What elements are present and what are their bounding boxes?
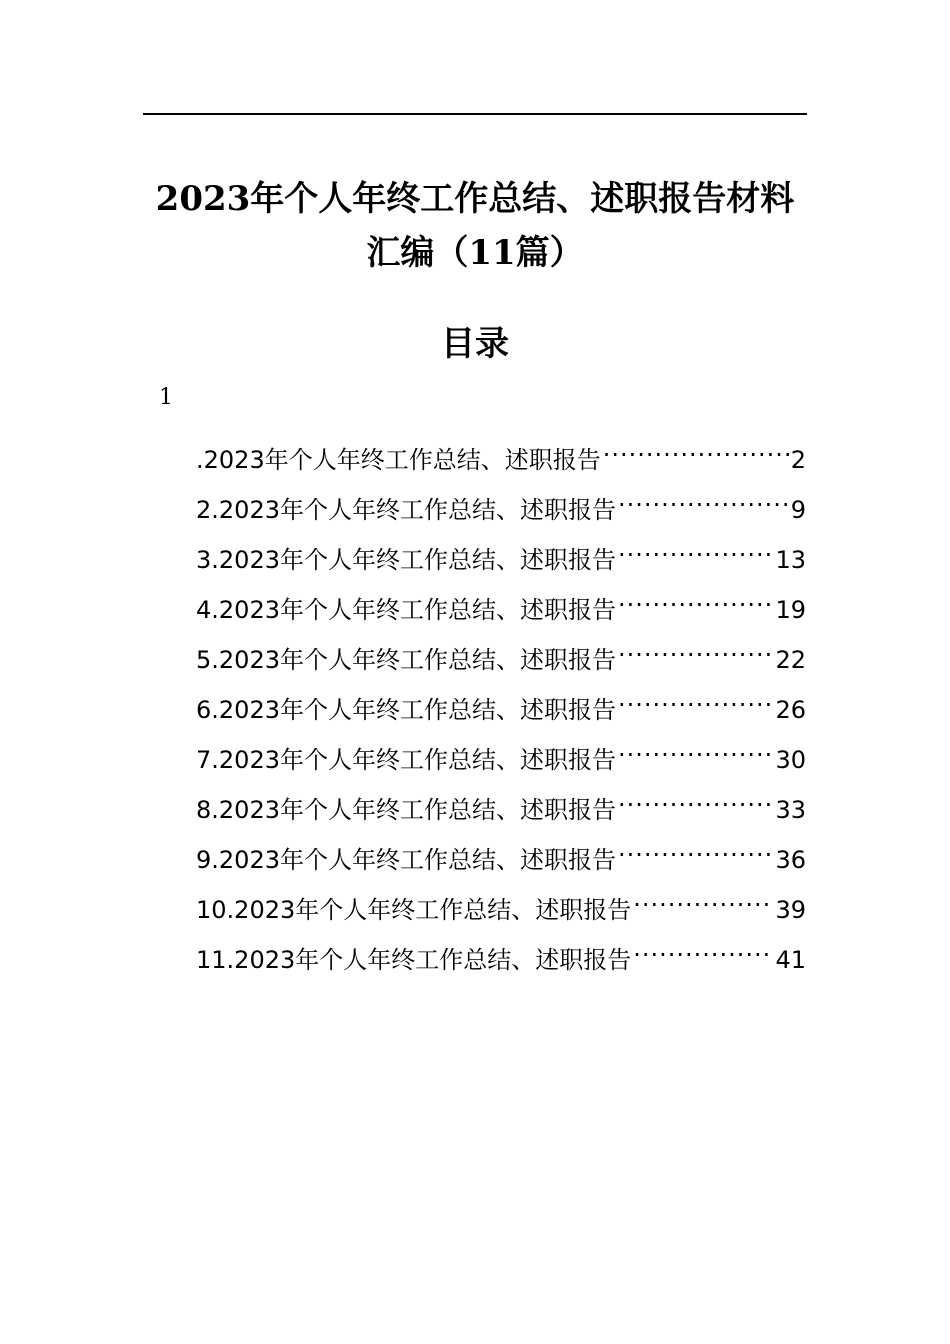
toc-dot-leader [618, 828, 773, 868]
toc-entry-title: 4.2023年个人年终工作总结、述职报告 [196, 596, 616, 624]
table-of-contents [196, 428, 806, 978]
toc-entry[interactable] [196, 678, 806, 728]
toc-entry[interactable] [196, 878, 806, 928]
toc-entry-page: 19 [775, 596, 806, 624]
toc-entry[interactable] [196, 628, 806, 678]
toc-dot-leader [618, 728, 773, 768]
toc-entry-page: 9 [790, 496, 806, 524]
toc-entry[interactable] [196, 778, 806, 828]
toc-entry-title: 6.2023年个人年终工作总结、述职报告 [196, 696, 616, 724]
document-title-line-1: 2023年个人年终工作总结、述职报告材料 [155, 179, 795, 219]
toc-entry-page: 30 [775, 746, 806, 774]
toc-dot-leader [618, 528, 773, 568]
toc-entry[interactable] [196, 828, 806, 878]
toc-heading: 目录 [441, 324, 509, 364]
toc-entry-title: 10.2023年个人年终工作总结、述职报告 [196, 896, 632, 924]
toc-entry-title: 3.2023年个人年终工作总结、述职报告 [196, 546, 616, 574]
toc-entry-page: 22 [775, 646, 806, 674]
toc-dot-leader [618, 628, 773, 668]
toc-dot-leader [633, 878, 773, 918]
toc-entry-page: 2 [790, 446, 806, 474]
toc-entry-title: 7.2023年个人年终工作总结、述职报告 [196, 746, 616, 774]
toc-dot-leader [618, 778, 773, 818]
stray-list-number: 1 [159, 385, 173, 410]
toc-dot-leader [603, 428, 789, 468]
toc-dot-leader [633, 928, 773, 968]
toc-dot-leader [618, 478, 789, 518]
toc-entry-title: 9.2023年个人年终工作总结、述职报告 [196, 846, 616, 874]
toc-entry[interactable] [196, 728, 806, 778]
toc-entry[interactable] [196, 578, 806, 628]
toc-dot-leader [618, 578, 773, 618]
toc-entry-title: 8.2023年个人年终工作总结、述职报告 [196, 796, 616, 824]
toc-entry[interactable] [196, 478, 806, 528]
toc-entry-title: 11.2023年个人年终工作总结、述职报告 [196, 946, 632, 974]
toc-entry-title: 2.2023年个人年终工作总结、述职报告 [196, 496, 616, 524]
toc-entry-page: 13 [775, 546, 806, 574]
document-title-line-2: 汇编（11篇） [366, 233, 584, 273]
toc-entry-title: 5.2023年个人年终工作总结、述职报告 [196, 646, 616, 674]
toc-entry[interactable] [196, 928, 806, 978]
toc-entry-title: .2023年个人年终工作总结、述职报告 [196, 446, 601, 474]
toc-entry-page: 33 [775, 796, 806, 824]
toc-entry-page: 36 [775, 846, 806, 874]
toc-entry-page: 26 [775, 696, 806, 724]
toc-entry[interactable] [196, 528, 806, 578]
toc-entry[interactable] [196, 428, 806, 478]
header-rule [143, 113, 807, 115]
toc-dot-leader [618, 678, 773, 718]
document-title [130, 172, 820, 280]
toc-entry-page: 41 [775, 946, 806, 974]
toc-entry-page: 39 [775, 896, 806, 924]
